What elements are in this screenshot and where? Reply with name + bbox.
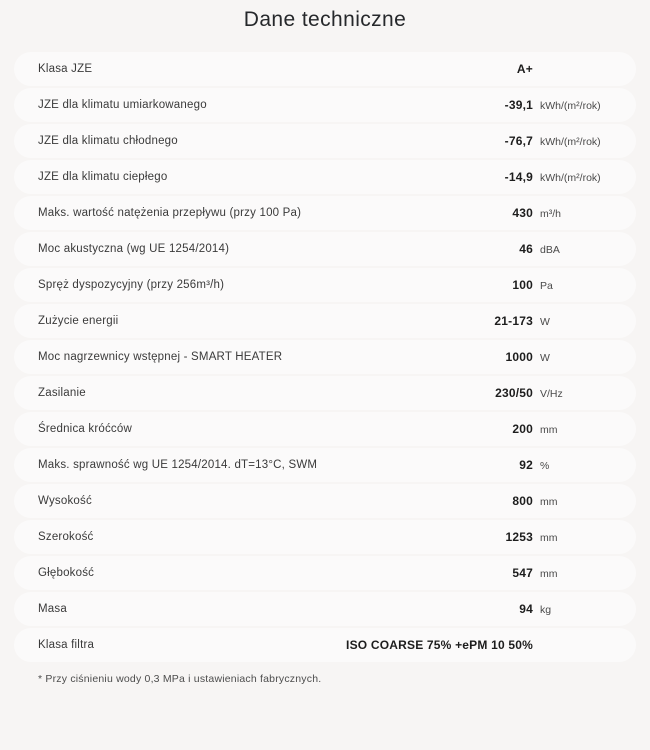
table-row [14, 412, 636, 446]
table-row [14, 376, 636, 410]
spec-value-group [414, 242, 614, 256]
spec-label: Klasa JZE [38, 62, 93, 75]
spec-unit: kWh/(m²/rok) [540, 172, 601, 184]
spec-label: JZE dla klimatu chłodnego [38, 134, 178, 147]
spec-unit: kWh/(m²/rok) [540, 136, 601, 148]
table-row [14, 628, 636, 662]
spec-label: JZE dla klimatu umiarkowanego [38, 98, 207, 111]
spec-unit: Pa [540, 280, 553, 292]
table-row [14, 520, 636, 554]
spec-value-group [414, 278, 614, 292]
spec-label: Spręż dyspozycyjny (przy 256m³/h) [38, 278, 225, 291]
spec-value: 1000 [505, 350, 533, 364]
table-row [14, 52, 636, 86]
spec-unit: mm [540, 496, 558, 508]
table-row [14, 232, 636, 266]
spec-value: 21-173 [494, 314, 533, 328]
specifications-list [14, 52, 636, 662]
spec-value: 200 [512, 422, 533, 436]
spec-value-group [414, 350, 614, 364]
spec-value: 800 [512, 494, 533, 508]
spec-value-group [414, 530, 614, 544]
table-row [14, 124, 636, 158]
spec-value: ISO COARSE 75% +ePM 10 50% [346, 638, 533, 652]
spec-value-group [414, 206, 614, 220]
table-row [14, 268, 636, 302]
page-title: Dane techniczne [243, 8, 407, 31]
spec-value: 1253 [505, 530, 533, 544]
spec-label: Masa [38, 602, 67, 615]
spec-value-group [414, 62, 614, 76]
spec-value: -39,1 [504, 98, 533, 112]
spec-unit: mm [540, 424, 558, 436]
spec-value-group [414, 134, 614, 148]
table-row [14, 304, 636, 338]
spec-value-group [414, 458, 614, 472]
spec-value-group [346, 638, 614, 652]
spec-value-group [414, 602, 614, 616]
spec-value-group [414, 422, 614, 436]
spec-unit: mm [540, 532, 558, 544]
spec-value: 430 [512, 206, 533, 220]
spec-unit: kWh/(m²/rok) [540, 100, 601, 112]
spec-unit: kg [540, 604, 552, 616]
spec-value-group [414, 98, 614, 112]
table-row [14, 88, 636, 122]
spec-value-group [414, 494, 614, 508]
spec-unit: dBA [540, 244, 560, 256]
spec-unit: V/Hz [540, 388, 563, 400]
spec-value-group [414, 314, 614, 328]
spec-label: Zasilanie [38, 386, 86, 399]
spec-value: -14,9 [504, 170, 533, 184]
spec-unit: m³/h [540, 208, 561, 220]
spec-label: Szerokość [38, 530, 94, 543]
spec-value: 230/50 [495, 386, 533, 400]
table-row [14, 340, 636, 374]
spec-label: Wysokość [38, 494, 92, 507]
spec-unit: W [540, 316, 550, 328]
spec-value: 94 [519, 602, 533, 616]
table-row [14, 160, 636, 194]
spec-value: 547 [512, 566, 533, 580]
spec-label: Średnica króćców [38, 422, 132, 435]
spec-label: Moc nagrzewnicy wstępnej - SMART HEATER [38, 350, 283, 363]
spec-label: Moc akustyczna (wg UE 1254/2014) [38, 242, 230, 255]
spec-value: -76,7 [504, 134, 533, 148]
spec-label: Maks. wartość natężenia przepływu (przy 100 Pa) [38, 206, 302, 219]
spec-label: Głębokość [38, 566, 95, 579]
spec-value: 92 [519, 458, 533, 472]
spec-value-group [414, 566, 614, 580]
spec-unit: mm [540, 568, 558, 580]
spec-value-group [414, 170, 614, 184]
spec-unit: W [540, 352, 550, 364]
table-row [14, 196, 636, 230]
table-row [14, 448, 636, 482]
spec-label: Maks. sprawność wg UE 1254/2014. dT=13°C, SWM [38, 458, 318, 471]
spec-label: Klasa filtra [38, 638, 95, 651]
table-row [14, 592, 636, 626]
footnote: * Przy ciśnieniu wody 0,3 MPa i ustawieniach fabrycznych. [38, 673, 322, 685]
spec-label: Zużycie energii [38, 314, 119, 327]
spec-value: 100 [512, 278, 533, 292]
spec-label: JZE dla klimatu ciepłego [38, 170, 168, 183]
table-row [14, 556, 636, 590]
spec-value: 46 [519, 242, 533, 256]
spec-unit: % [540, 460, 550, 472]
spec-value: A+ [516, 62, 533, 76]
table-row [14, 484, 636, 518]
spec-value-group [414, 386, 614, 400]
